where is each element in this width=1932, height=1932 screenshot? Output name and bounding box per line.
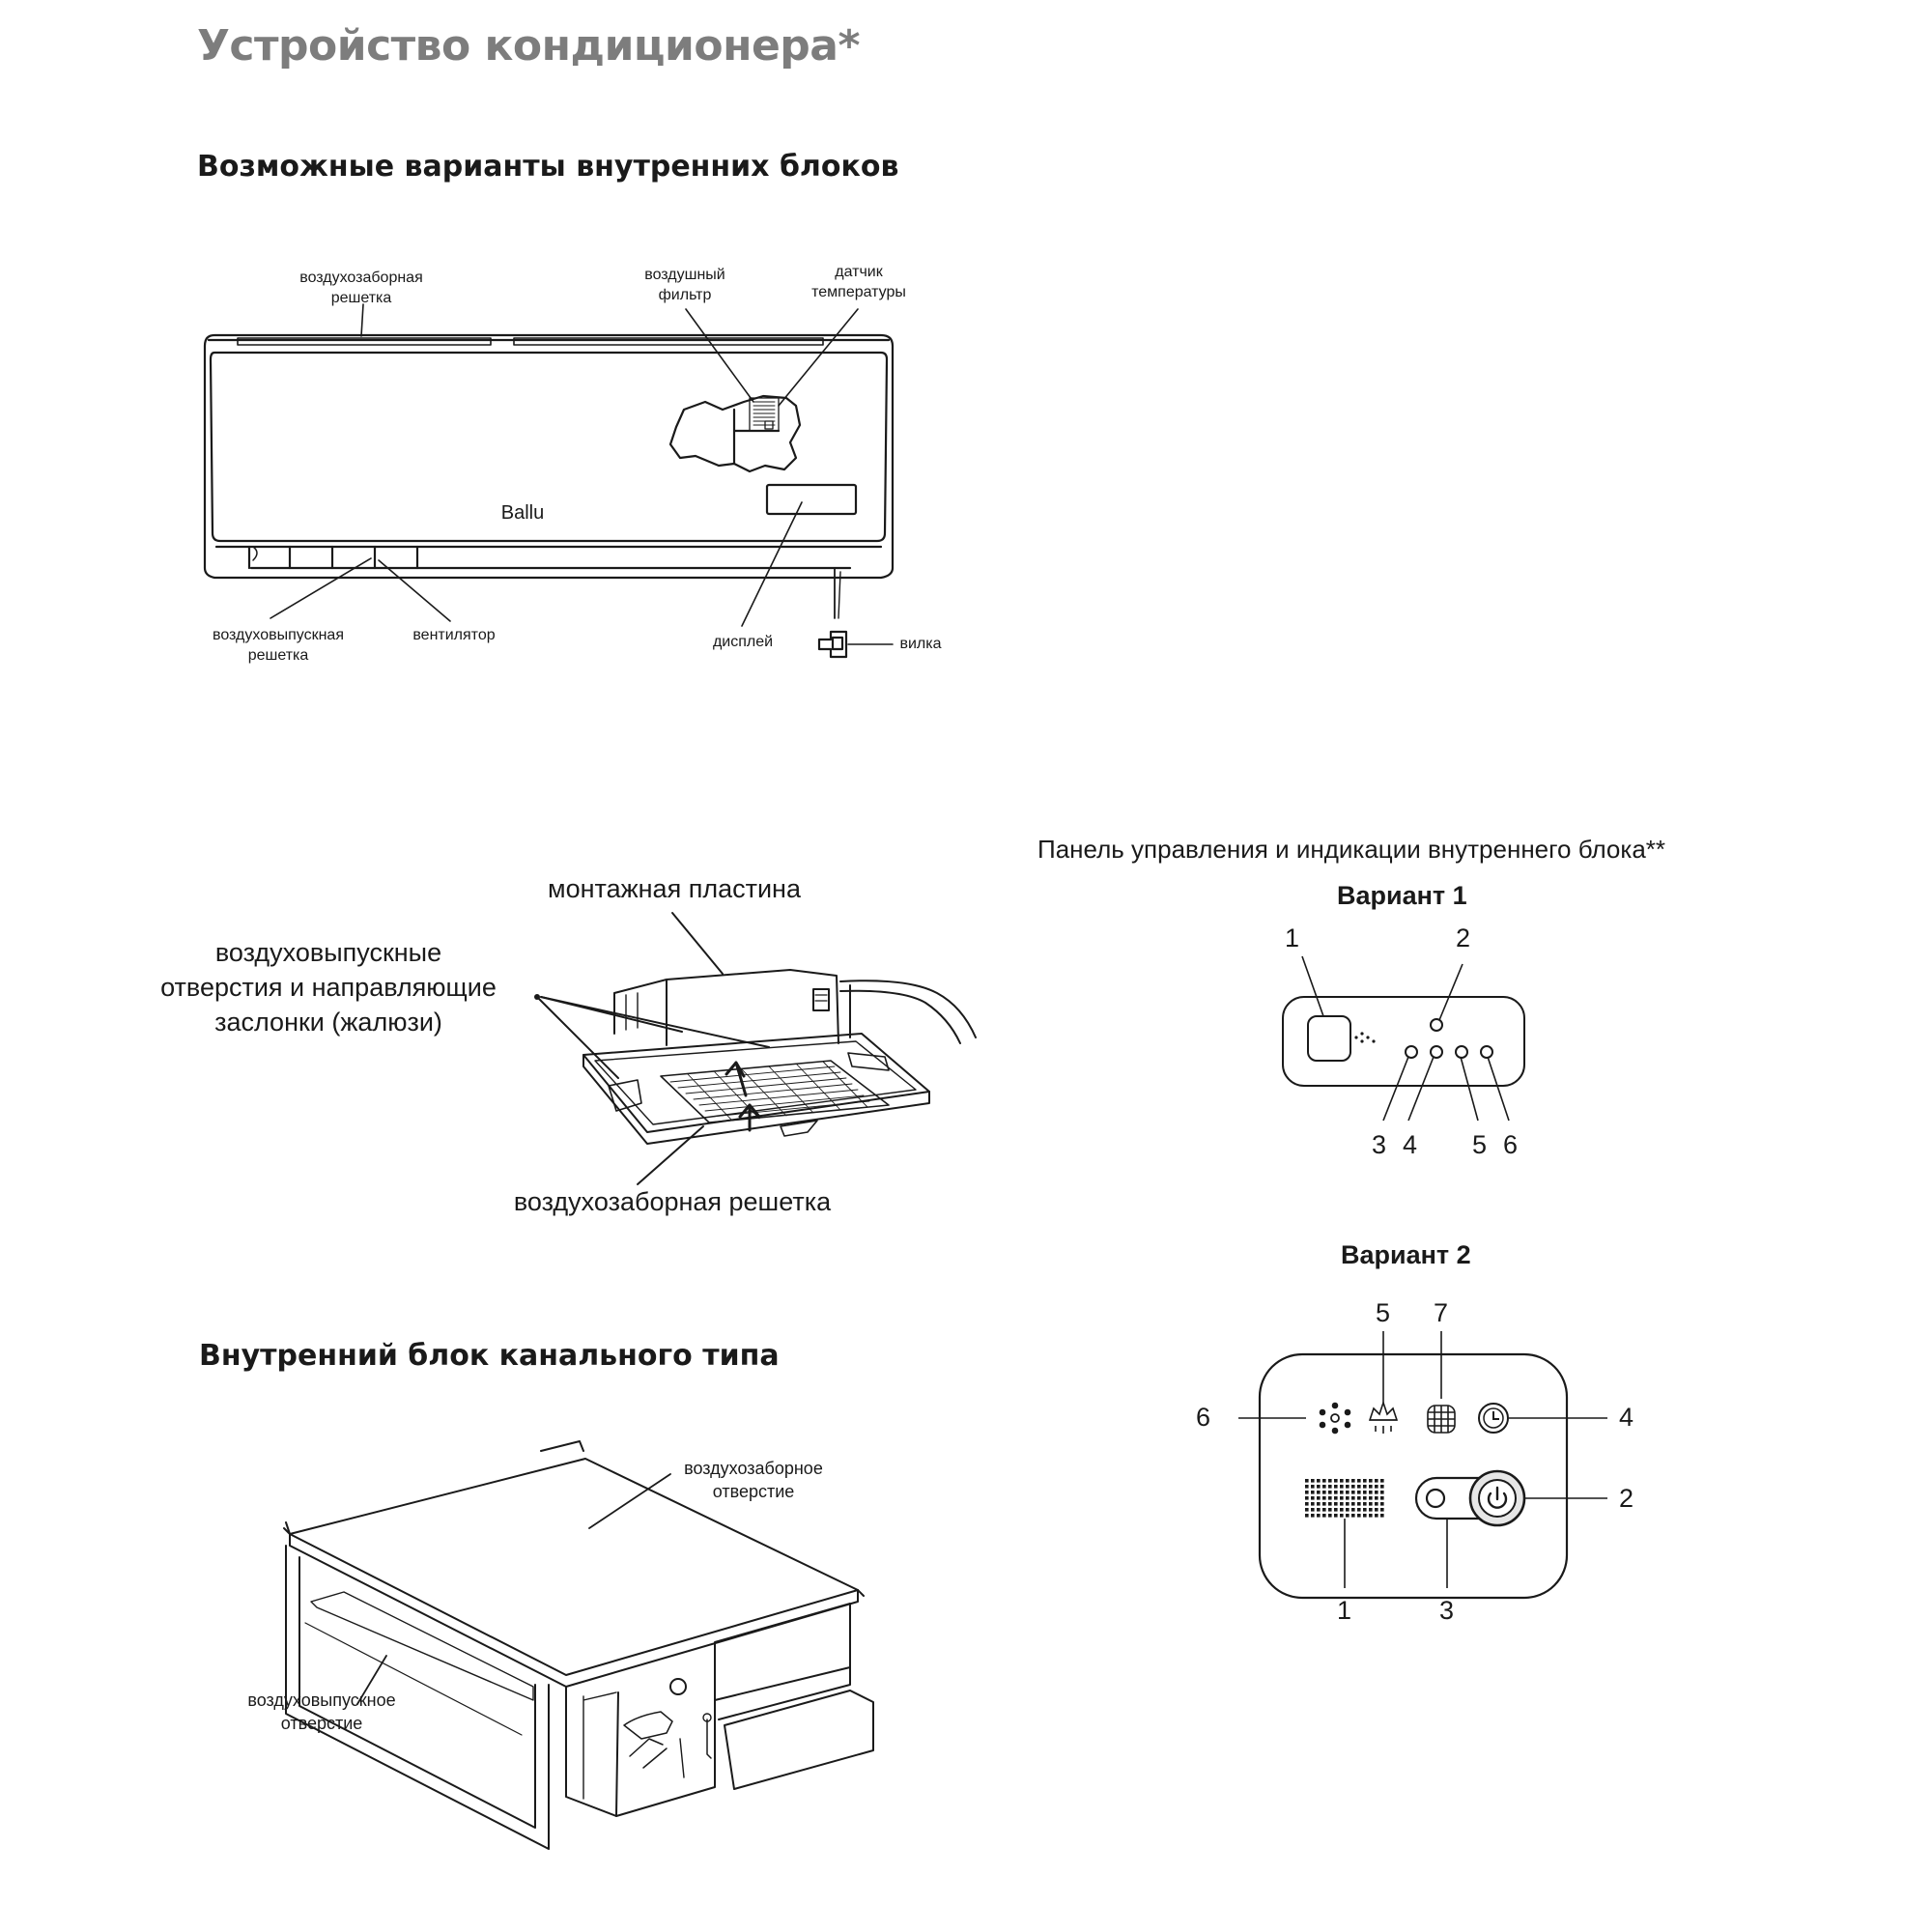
label-outlets-louvers: воздуховыпускные отверстия и направляющие заслонки (жалюзи) [160,938,497,1037]
label-intake-grille-cassette: воздухозаборная решетка [513,1187,832,1216]
label-plug: вилка [899,636,942,652]
label-intake-opening: воздухозаборное отверстие [684,1459,823,1501]
label-outlet-opening: воздуховыпускное отверстие [247,1690,396,1733]
v1-number-4: 4 [1403,1130,1418,1159]
label-outlet-grille-wall: воздуховыпускная решетка [213,627,344,664]
v2-number-1: 1 [1337,1596,1352,1625]
label-air-filter: воздушный фильтр [644,267,725,303]
label-mounting-plate: монтажная пластина [548,874,801,903]
v1-number-1: 1 [1285,923,1300,952]
receiver-grille [1304,1478,1385,1519]
v1-number-5: 5 [1472,1130,1488,1159]
dry-mode-icon [1370,1403,1397,1434]
timer-clock-icon [1479,1404,1508,1433]
fan-mode-icon [1321,1404,1350,1434]
label-fan: вентилятор [412,627,496,643]
variant-2-title: Вариант 2 [1341,1240,1471,1269]
label-temperature-sensor: датчик температуры [811,264,906,300]
v2-number-6: 6 [1196,1403,1211,1432]
label-display: дисплей [712,634,774,650]
v2-number-3: 3 [1439,1596,1455,1625]
v2-number-7: 7 [1434,1298,1449,1327]
filter-grid-icon [1428,1406,1455,1433]
v2-number-2: 2 [1619,1484,1634,1513]
v2-number-5: 5 [1376,1298,1391,1327]
brand-logo-text: Ballu [500,502,545,524]
variant-1-title: Вариант 1 [1337,881,1467,910]
section-heading-ducted: Внутренний блок канального типа [199,1339,780,1373]
v1-number-6: 6 [1503,1130,1519,1159]
control-panel-heading: Панель управления и индикации внутреннего блока** [1037,835,1666,864]
v2-number-4: 4 [1619,1403,1634,1432]
label-intake-grille-wall: воздухозаборная решетка [299,270,423,306]
section-heading-indoor-variants: Возможные варианты внутренних блоков [197,150,899,184]
v1-number-2: 2 [1456,923,1471,952]
page-title: Устройство кондиционера* [197,21,861,71]
v1-number-3: 3 [1372,1130,1387,1159]
